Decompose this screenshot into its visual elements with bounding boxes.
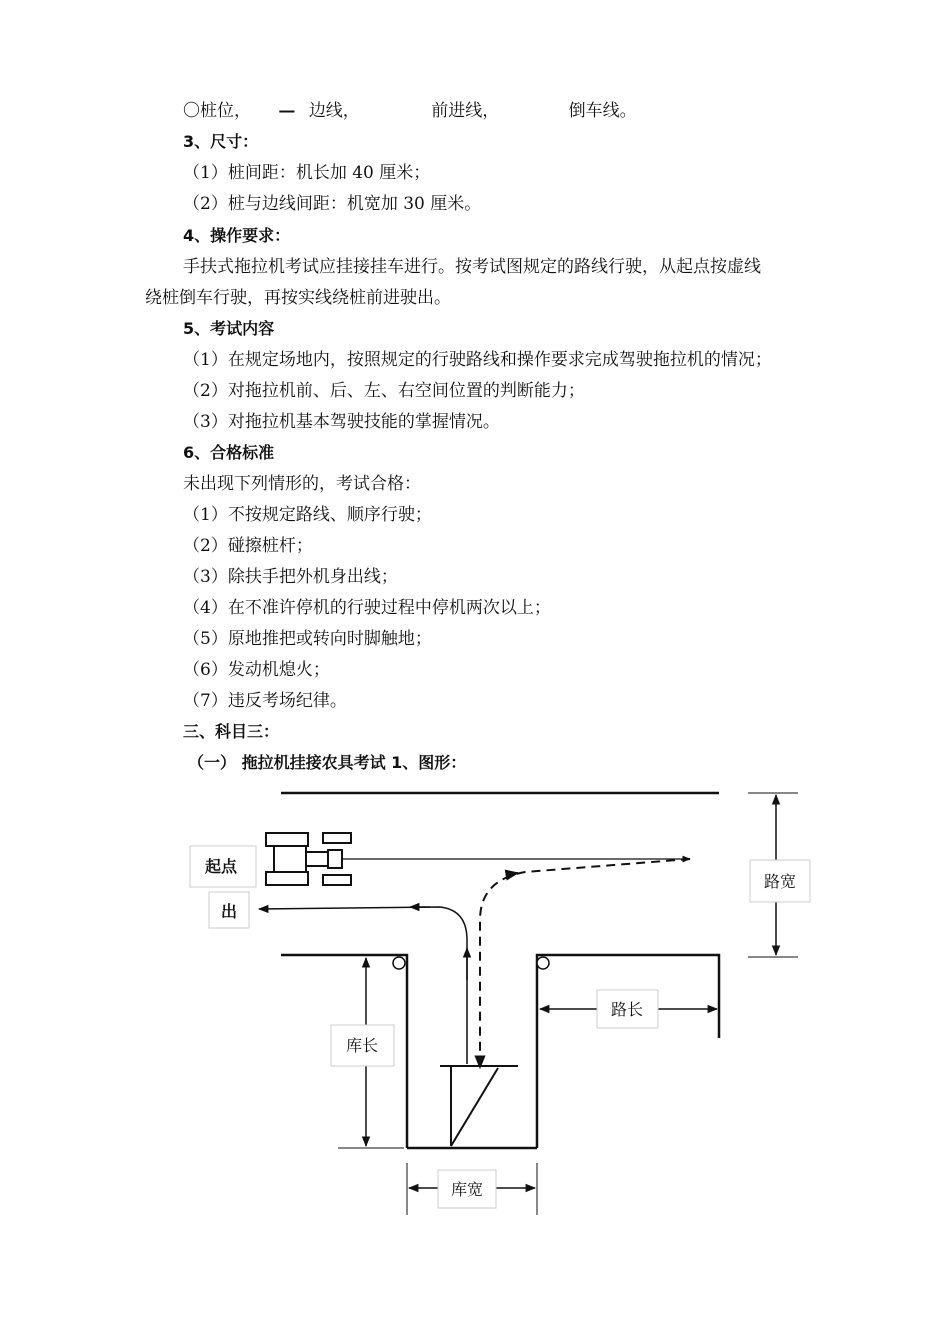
pile-left [393,957,405,969]
section-6-intro: 未出现下列情形的，考试合格： [183,474,421,494]
section-6-item-6: （6）发动机熄火； [183,660,330,680]
section-6-item-7: （7）违反考场纪律。 [183,691,347,711]
section-4-heading: 4、操作要求： [183,226,291,245]
tractor-icon [266,833,351,885]
subject-3-heading: 三、科目三： [183,722,280,741]
garage-width-label: 库宽 [450,1180,484,1199]
pile-right [537,957,549,969]
section-6-heading: 6、合格标准 [183,443,275,462]
section-5-item-2: （2）对拖拉机前、后、左、右空间位置的判断能力； [183,381,585,401]
section-5-item-1: （1）在规定场地内，按照规定的行驶路线和操作要求完成驾驶拖拉机的情况； [183,350,772,370]
legend-pile: 〇桩位， [183,101,251,121]
subject-3-subheading: （一） 拖拉机挂接农具考试 1、图形： [188,753,467,772]
section-5-heading: 5、考试内容 [183,319,275,338]
legend-line [183,100,637,122]
reverse-path-dashed [480,859,690,1068]
road-width-label: 路宽 [763,872,797,891]
legend-forward: 前进线， [431,101,500,121]
section-6-item-3: （3）除扶手把外机身出线； [183,567,398,587]
section-3-item-2: （2）桩与边线间距：机宽加 30 厘米。 [183,194,482,214]
legend-edge: 边线， [308,101,360,121]
garage-length-label: 库长 [345,1036,379,1055]
section-4-paragraph-line-1: 手扶式拖拉机考试应挂接挂车进行。按考试图规定的路线行驶，从起点按虚线 [183,257,761,277]
section-3-item-1: （1）桩间距：机长加 40 厘米； [183,163,431,183]
section-6-item-2: （2）碰擦桩杆； [183,536,313,556]
section-4-paragraph-line-2: 绕桩倒车行驶，再按实线绕桩前进驶出。 [145,288,451,308]
legend-reverse: 倒车线。 [568,101,637,121]
section-6-item-5: （5）原地推把或转向时脚触地； [183,629,432,649]
implement-diagonal [451,1068,498,1146]
reverse-arrow-mid [512,873,518,874]
exit-label: 出 [220,902,238,921]
legend-edge-dash: — [278,101,296,121]
section-6-item-1: （1）不按规定路线、顺序行驶； [183,505,432,525]
section-3-heading: 3、尺寸： [183,132,259,151]
road-length-label: 路长 [610,1000,644,1019]
section-5-item-3: （3）对拖拉机基本驾驶技能的掌握情况。 [183,412,500,432]
road-bottom-edge-right [537,955,719,1148]
section-6-item-4: （4）在不准许停机的行驶过程中停机两次以上； [183,598,551,618]
start-label: 起点 [204,857,238,876]
test-course-diagram [0,780,950,1230]
